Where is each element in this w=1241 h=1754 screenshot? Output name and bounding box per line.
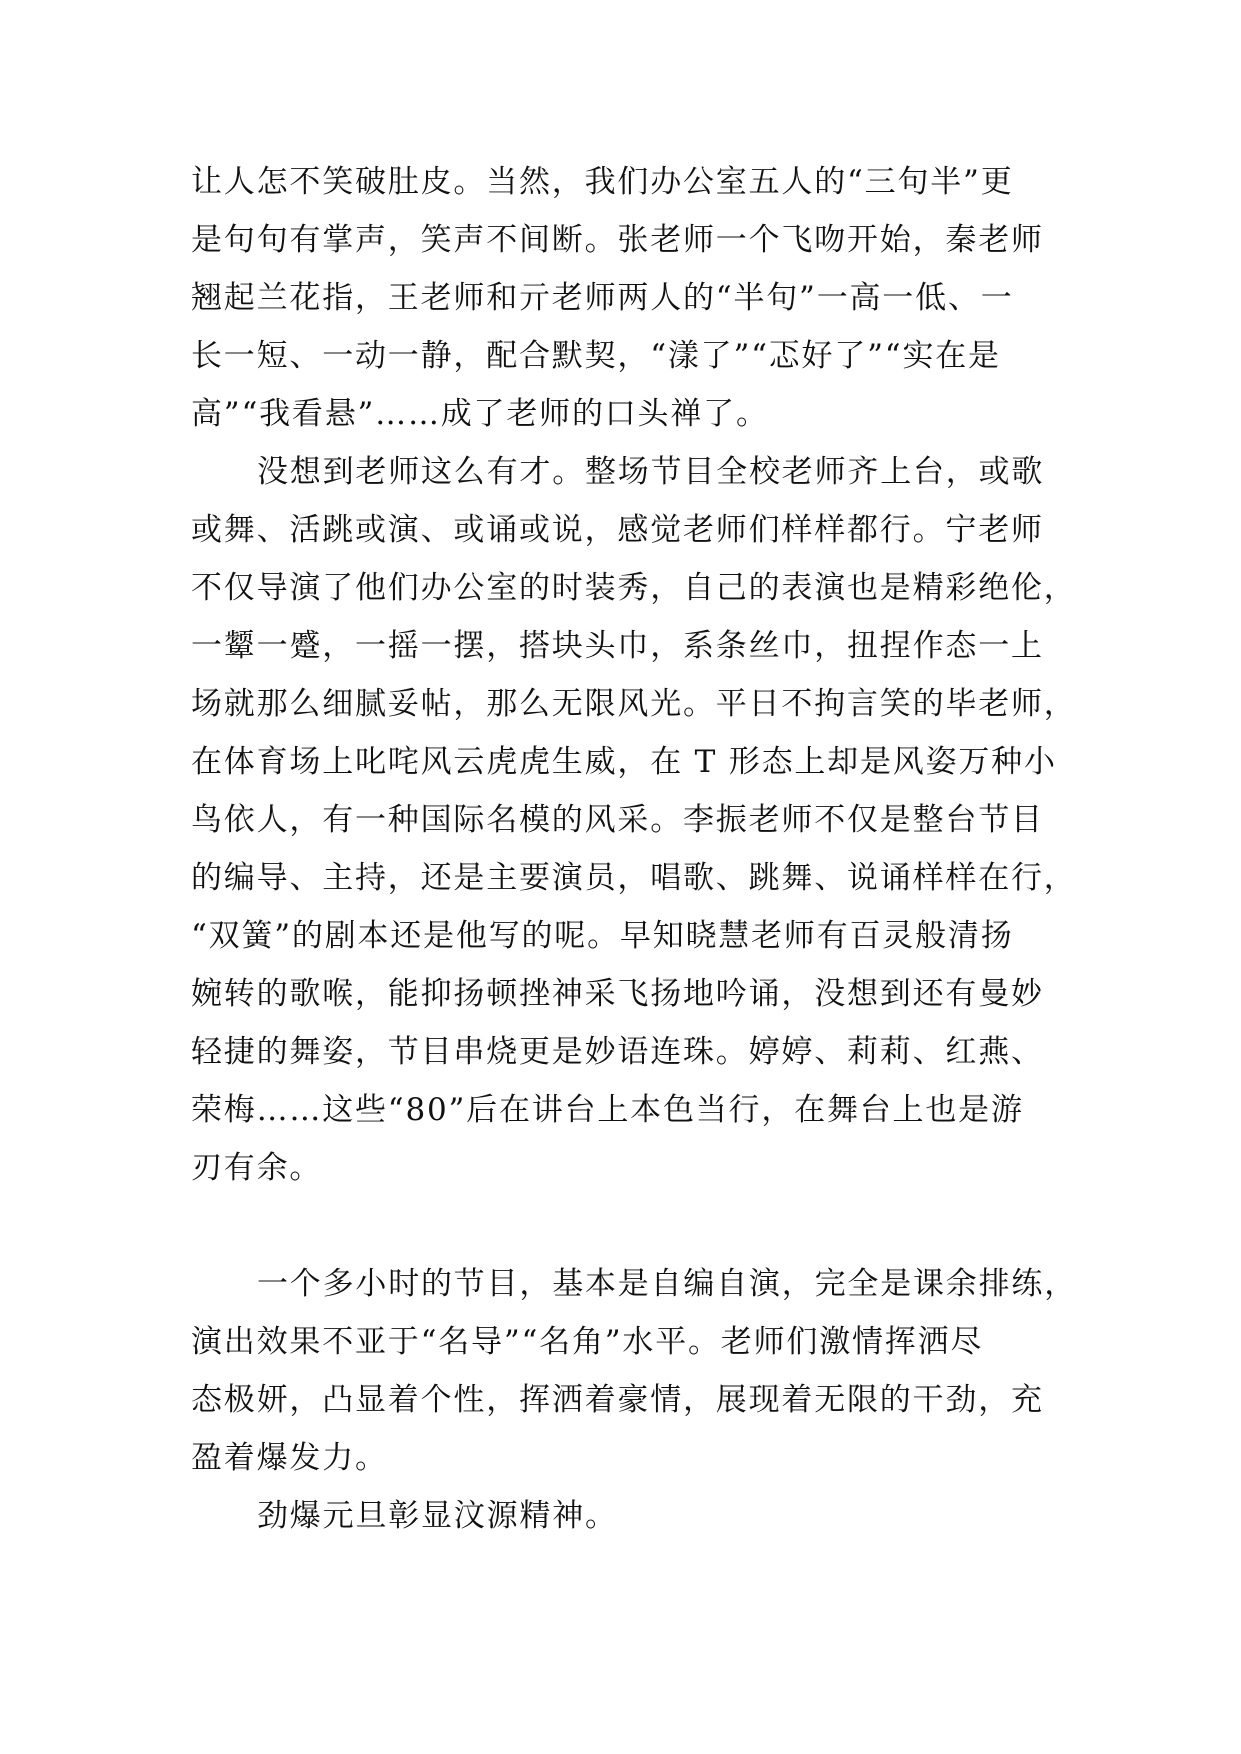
paragraph-line: 让人怎不笑破肚皮。当然，我们办公室五人的“三句半”更	[191, 164, 1014, 200]
paragraph-line	[191, 1197, 1051, 1255]
document-body	[191, 153, 1077, 1545]
paragraph-line: 翘起兰花指，王老师和亓老师两人的“半句”一高一低、一	[191, 280, 1014, 316]
paragraph-line: 态极妍，凸显着个性，挥洒着豪情，展现着无限的干劲，充	[191, 1382, 1044, 1418]
paragraph-line: 没想到老师这么有才。整场节目全校老师齐上台，或歌	[257, 454, 1045, 490]
paragraph-3	[191, 1255, 1077, 1487]
paragraph-line: 婉转的歌喉，能抑扬顿挫神采飞扬地吟诵，没想到还有曼妙	[191, 976, 1044, 1012]
paragraph-line: 刃有余。	[191, 1150, 323, 1186]
paragraph-1	[191, 153, 1051, 443]
paragraph-line: 一颦一蹙，一摇一摆，搭块头巾，系条丝巾，扭捏作态一上	[191, 628, 1044, 664]
paragraph-line: 长一短、一动一静，配合默契，“漾了”“忑好了”“实在是	[191, 338, 1001, 374]
paragraph-4	[191, 1487, 1051, 1545]
paragraph-line: 盈着爆发力。	[191, 1440, 388, 1476]
paragraph-line: 的编导、主持，还是主要演员，唱歌、跳舞、说诵样样在行，	[191, 860, 1077, 896]
paragraph-line: 或舞、活跳或演、或诵或说，感觉老师们样样都行。宁老师	[191, 512, 1044, 548]
paragraph-line: “双簧”的剧本还是他写的呢。早知晓慧老师有百灵般清扬	[191, 918, 1014, 954]
paragraph-line: 鸟依人，有一种国际名模的风采。李振老师不仅是整台节目	[191, 802, 1044, 838]
paragraph-line: 是句句有掌声，笑声不间断。张老师一个飞吻开始，秦老师	[191, 222, 1044, 258]
paragraph-line: 在体育场上叱咤风云虎虎生威，在 T 形态上却是风姿万种小	[191, 744, 1057, 780]
paragraph-line: 演出效果不亚于“名导”“名角”水平。老师们激情挥洒尽	[191, 1324, 984, 1360]
paragraph-line: 不仅导演了他们办公室的时装秀，自己的表演也是精彩绝伦，	[191, 570, 1077, 606]
paragraph-line: 场就那么细腻妥帖，那么无限风光。平日不拘言笑的毕老师，	[191, 686, 1077, 722]
paragraph-line: 荣梅……这些“80”后在讲台上本色当行，在舞台上也是游	[191, 1092, 1024, 1128]
paragraph-2	[191, 443, 1077, 1255]
paragraph-line: 轻捷的舞姿，节目串烧更是妙语连珠。婷婷、莉莉、红燕、	[191, 1034, 1044, 1070]
paragraph-line: 高”“我看悬”……成了老师的口头禅了。	[191, 396, 769, 432]
paragraph-line: 劲爆元旦彰显汶源精神。	[257, 1498, 618, 1534]
paragraph-line: 一个多小时的节目，基本是自编自演，完全是课余排练，	[257, 1266, 1077, 1302]
